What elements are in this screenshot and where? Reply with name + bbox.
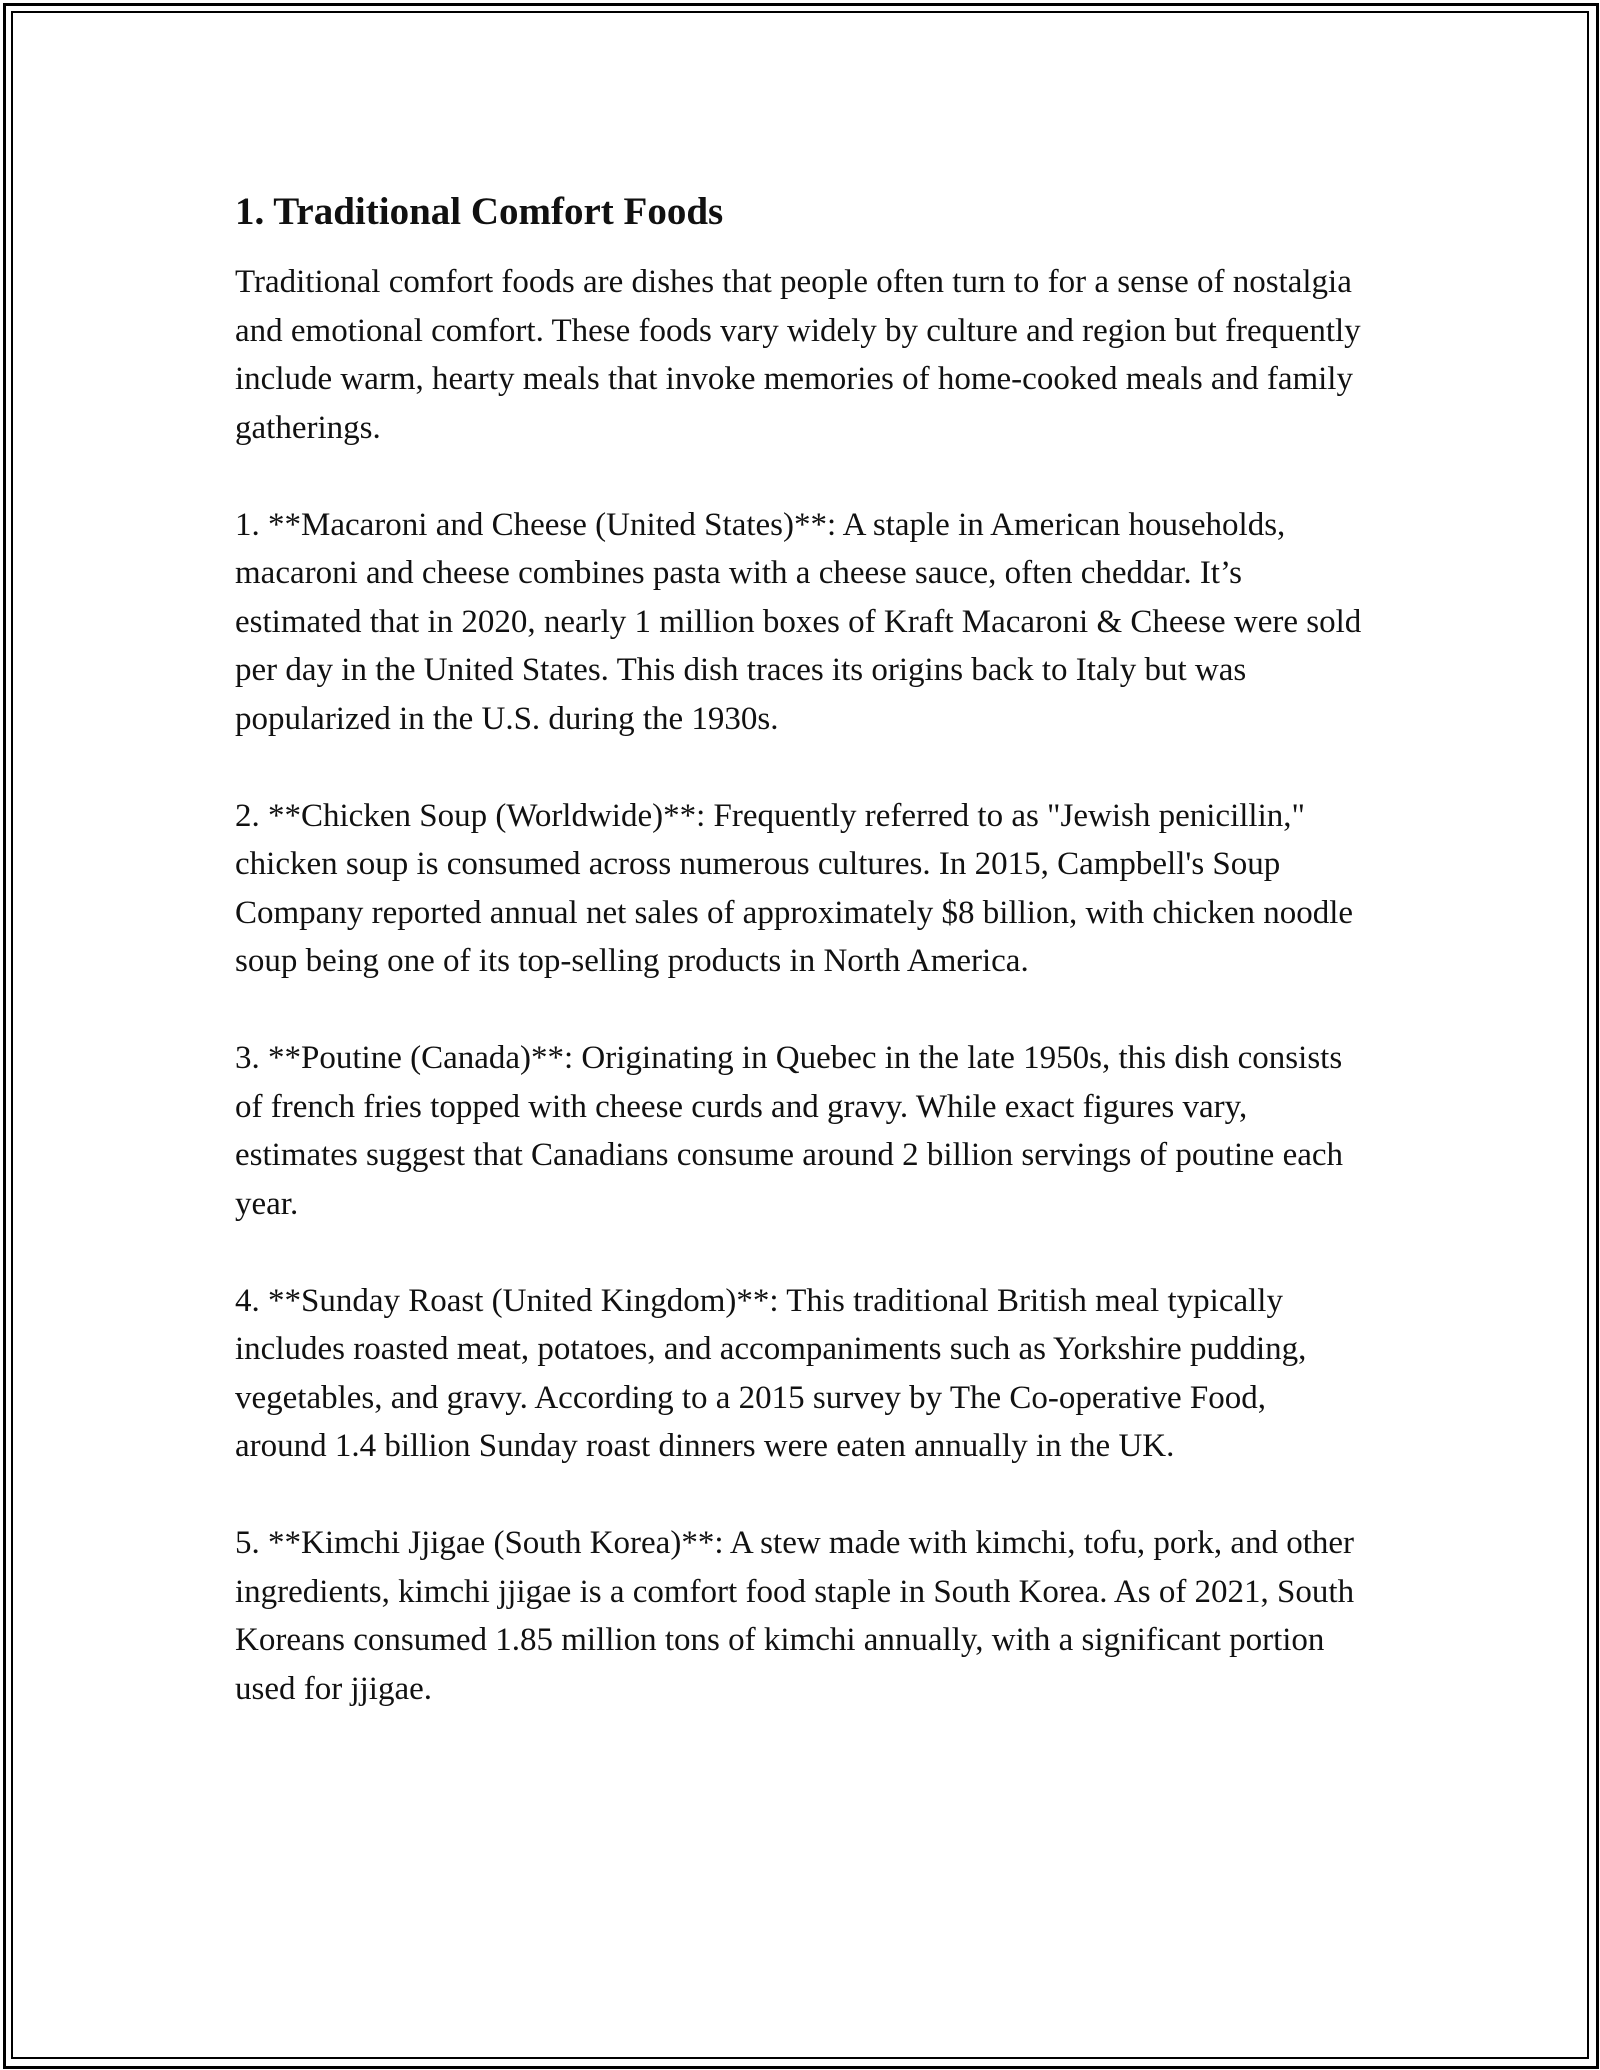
- document-body: [235, 186, 1365, 1762]
- intro-paragraph: Traditional comfort foods are dishes that people often turn to for a sense of nostalgia and emotional comfort. These foods vary widely by culture and region but frequently include warm, hearty meals that invoke memories of home-cooked meals and family gatherings.: [235, 264, 1361, 446]
- list-item-chicken-soup: 2. **Chicken Soup (Worldwide)**: Frequently referred to as "Jewish penicillin," chicken soup is consumed across numerous cultures. In 2015, Campbell's Soup Company reported annual net sales of approximately $8 billion, with chicken noodle soup being one of its top-selling products in North America.: [235, 797, 1354, 979]
- list-item-macaroni-and-cheese: 1. **Macaroni and Cheese (United States)**: A staple in American households, macaroni and cheese combines pasta with a cheese sauce, often cheddar. It’s estimated that in 2020, nearly 1 million boxes of Kraft Macaroni & Cheese were sold per day in the United States. This dish traces its origins back to Italy but was popularized in the U.S. during the 1930s.: [235, 506, 1362, 737]
- list-item-poutine: 3. **Poutine (Canada)**: Originating in Quebec in the late 1950s, this dish consists of french fries topped with cheese curds and gravy. While exact figures vary, estimates suggest that Canadians consume around 2 billion servings of poutine each year.: [235, 1040, 1344, 1222]
- list-item-sunday-roast: 4. **Sunday Roast (United Kingdom)**: This traditional British meal typically includes roasted meat, potatoes, and accompaniments such as Yorkshire pudding, vegetables, and gravy. According to a 2015 survey by The Co-operative Food, around 1.4 billion Sunday roast dinners were eaten annually in the UK.: [235, 1282, 1307, 1464]
- section-heading: 1. Traditional Comfort Foods: [235, 190, 724, 233]
- list-item-kimchi-jjigae: 5. **Kimchi Jjigae (South Korea)**: A stew made with kimchi, tofu, pork, and other ingredients, kimchi jjigae is a comfort food staple in South Korea. As of 2021, South Koreans consumed 1.85 million tons of kimchi annually, with a significant portion used for jjigae.: [235, 1525, 1355, 1707]
